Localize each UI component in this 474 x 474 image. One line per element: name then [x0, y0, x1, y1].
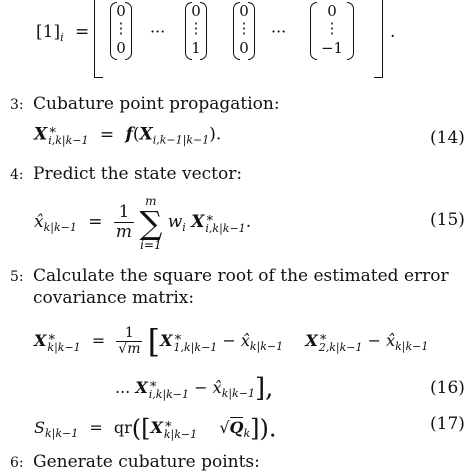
vector-4-top: 0 [327, 2, 337, 20]
eq16-xhat-3-sub: k|k−1 [221, 387, 255, 400]
eq16-close-bracket: ], [254, 373, 274, 404]
basis-vector-3 [233, 2, 255, 60]
matrix-equals: = [75, 22, 90, 42]
eq16-xhat-1: x̂ [240, 331, 250, 350]
vector-1-bot: 0 [116, 39, 126, 57]
eq16-frac-den: √m [118, 341, 141, 357]
eq17-X: X [150, 418, 163, 437]
eq16-fraction [116, 326, 142, 358]
step-6-number: 6: [10, 455, 24, 471]
eq15-equals: = [88, 212, 103, 232]
eq16-term2: X [305, 331, 318, 350]
vector-3-top: 0 [239, 2, 249, 20]
eq16-term2-sub: 2,k|k−1 [318, 340, 363, 354]
eq17-sqrt: √ [219, 418, 230, 437]
eq15-X: X [191, 212, 205, 232]
eq16-open-bracket: [ [147, 322, 161, 361]
eq16-frac-num: 1 [116, 326, 142, 342]
matrix-dots-2: ··· [271, 22, 287, 41]
equation-17-number: (17) [430, 414, 465, 434]
step-4 [10, 164, 242, 184]
eq16-term1-sub: 1,k|k−1 [173, 340, 218, 354]
vector-4-bot: −1 [320, 39, 344, 57]
equation-15-number: (15) [430, 210, 465, 230]
step-5 [10, 266, 449, 286]
step-5-text-line1: Calculate the square root of the estimated error [33, 266, 449, 286]
matrix-dots-1: ··· [150, 22, 166, 41]
eq16-lhs-sub: k|k−1 [47, 340, 81, 354]
basis-vector-2 [185, 2, 207, 60]
vector-4-mid: ⋮ [324, 19, 340, 37]
eq17-Q: Q [229, 418, 244, 437]
eq15-lhs-sub: k|k−1 [43, 221, 77, 234]
eq16-equals: = [91, 331, 106, 350]
eq16-xhat-1-sub: k|k−1 [249, 340, 284, 353]
eq17-close: ]). [250, 414, 277, 443]
vector-1-mid: ⋮ [113, 19, 129, 37]
step-5-continued: covariance matrix: [33, 288, 195, 308]
matrix-lhs-base: [1] [36, 22, 61, 42]
eq16-xhat-3: x̂ [212, 378, 222, 397]
eq15-frac-den: m [115, 222, 133, 242]
eq16-term3: X [135, 378, 148, 397]
eq16-term1: X [160, 331, 173, 350]
eq15-fraction [114, 203, 134, 241]
eq17-Q-sub: k [243, 427, 251, 440]
eq15-w-sub: i [182, 221, 186, 234]
vector-2-mid: ⋮ [188, 19, 204, 37]
eq17-open: ([ [131, 414, 151, 443]
eq17-equals: = [89, 418, 103, 437]
eq16-lhs: X [34, 331, 47, 350]
eq14-f: f [125, 124, 133, 145]
equation-16-line2 [115, 370, 273, 406]
outer-bracket-left [94, 0, 103, 78]
eq17-qr: qr [113, 418, 132, 437]
equation-17 [34, 410, 277, 446]
step-3-text: Cubature point propagation: [33, 94, 280, 114]
basis-vector-4 [310, 2, 354, 60]
vector-3-mid: ⋮ [236, 19, 252, 37]
eq14-close: ). [209, 124, 222, 145]
matrix-lhs [36, 22, 89, 44]
step-3-number: 3: [10, 97, 24, 113]
eq17-star: ∗ [163, 416, 173, 432]
eq15-star: ∗ [205, 210, 215, 226]
matrix-period: . [390, 22, 396, 42]
step-4-number: 4: [10, 167, 24, 183]
matrix-lhs-sub: i [60, 31, 64, 44]
equation-14: X ∗ i,k|k−1 = $f(X_{i,k-1|k-1})$. [34, 123, 222, 147]
outer-bracket-right [374, 0, 383, 78]
equation-16-line1 [34, 318, 428, 364]
eq16-star: ∗ [47, 329, 57, 345]
equation-15 [34, 190, 251, 254]
eq15-period: . [245, 212, 252, 232]
eq14-lhs: X [34, 124, 48, 145]
eq17-lhs: S [34, 418, 45, 437]
vector-3-bot: 0 [239, 39, 249, 57]
eq16-minus-3: − [194, 378, 208, 397]
eq15-frac-num: 1 [114, 203, 134, 223]
eq14-arg-sub: i,k−1|k−1 [152, 133, 210, 147]
eq16-dots: ... [115, 378, 131, 397]
eq16-term1-star: ∗ [173, 329, 183, 345]
vector-2-bot: 1 [191, 39, 201, 57]
eq14-star: ∗ [48, 123, 58, 138]
eq16-xhat-2-sub: k|k−1 [395, 340, 429, 353]
eq15-X-sub: i,k|k−1 [205, 221, 246, 235]
eq14-lhs-sub: i,k|k−1 [48, 134, 89, 147]
eq17-X-sub: k|k−1 [163, 427, 198, 441]
equation-14-number: (14) [430, 128, 465, 148]
eq14-equals: = [99, 124, 115, 145]
eq15-sum-bottom: i=1 [140, 237, 162, 252]
eq16-term3-sub: i,k|k−1 [148, 387, 190, 401]
eq15-w: w [167, 212, 183, 232]
step-6-text: Generate cubature points: [33, 452, 260, 472]
eq16-term2-star: ∗ [318, 329, 328, 345]
eq14-arg: X [139, 124, 153, 145]
equation-16-number: (16) [430, 378, 465, 398]
eq16-minus-2: − [367, 331, 381, 350]
eq15-sum [139, 195, 162, 251]
step-3 [10, 94, 280, 114]
step-6 [10, 452, 260, 472]
eq15-sum-top: m [145, 193, 157, 208]
eq16-minus-1: − [222, 331, 236, 350]
eq17-lhs-sub: k|k−1 [44, 427, 79, 440]
eq15-lhs: x̂ [34, 212, 44, 232]
basis-vector-1 [110, 2, 132, 60]
vector-1-top: 0 [116, 2, 126, 20]
step-4-text: Predict the state vector: [33, 164, 243, 184]
eq15-sum-symbol: ∑ [139, 203, 163, 242]
eq16-xhat-2: x̂ [386, 331, 396, 350]
step-5-number: 5: [10, 269, 24, 285]
vector-2-top: 0 [191, 2, 201, 20]
eq16-term3-star: ∗ [148, 376, 158, 392]
